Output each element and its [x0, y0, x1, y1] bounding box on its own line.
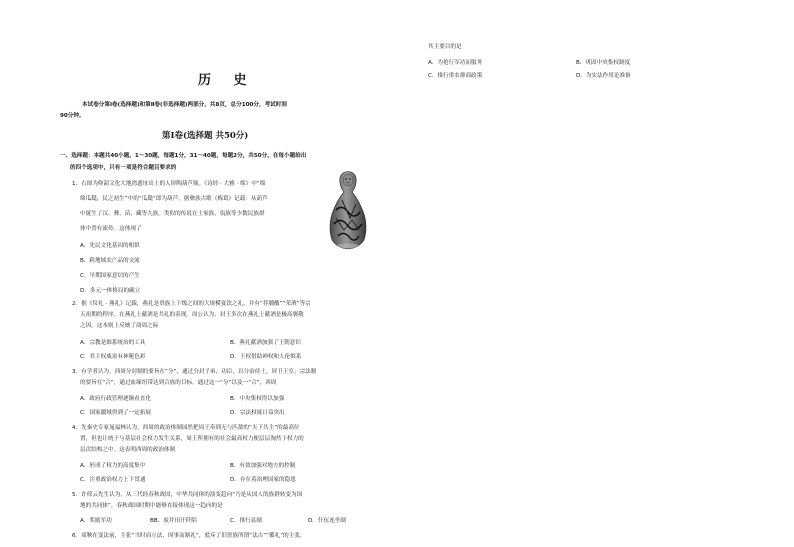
option-text: B．跨地域农产品的交流 [80, 258, 140, 264]
question-6-line: 6．商鞅在变法前，主张“当时而立法，因事而制礼”，驳斥了旧贵族所谓“法古”“循礼”的主张， [72, 533, 306, 539]
option-text: B．巩固中央集权制度 [576, 60, 631, 66]
option-text: C．国家疆域得到了一定拓展 [80, 410, 152, 416]
pottery-gourd-vase-image [326, 170, 370, 250]
question-1-line: 绵瓜瓞，民之初生”中的“瓜瓞”即为葫芦。据彝族古歌《梅葛》记载：从葫芦 [80, 196, 268, 202]
option-text: D．为实法作用论准备 [576, 73, 631, 79]
question-2-line: 天祖期的程序。在燕礼上献酒是共礼的表现。周公认为，封王多次在燕礼上献酒是极高褒敬 [80, 312, 304, 318]
option-text: A．奖励军功 [80, 518, 112, 524]
question-4-line: 层次结构之中。这表明西周的政治体制 [80, 447, 176, 453]
option-text: D．王权借助神权和人伦维系 [230, 354, 302, 360]
option-text: A．为抢行军功而服务 [428, 60, 483, 66]
option-text: C．推行重农抑商政策 [428, 73, 483, 79]
question-4-line: 置，但也让统于与基层社会权力发生关系，周王所拥有的社会最高权力便层层淘然于权力的 [80, 436, 304, 442]
question-40-stem: 其主要目的是 [428, 44, 462, 50]
page-title: 历 史 [198, 73, 256, 88]
section-instruction: 的四个选项中，只有一项是符合题目要求的 [70, 165, 177, 171]
option-text: D．宗法权威日益突出 [230, 410, 285, 416]
option-text: C．注重政治权力上下贯通 [80, 477, 146, 483]
option-text: C．君主权威富有神秘色彩 [80, 354, 146, 360]
option-text: B．中央集权得以加强 [230, 396, 285, 402]
question-5-line: 地的共同体”。春秋战国时期中能够直接体现这一趋向的是 [80, 503, 223, 509]
option-text: B．有效加强对地方的控制 [230, 463, 296, 469]
section-title: 第Ⅰ卷(选择题 共50分) [162, 131, 249, 141]
option-text: A．先民文化基因的相似 [80, 243, 140, 249]
option-text: D．存在着治理国家的隐患 [230, 477, 296, 483]
question-2-line: 之因。这本则上反映了商周之际 [80, 323, 159, 329]
option-text: A．政府行政管理逐渐看直化 [80, 396, 151, 402]
question-2-line: 2．据《仪礼 · 燕礼》记载，燕礼是贵族上下级之间的大规模宴饮之礼，并有“荐脯醢”“荣酒”等宗 [72, 301, 311, 307]
option-text: D．什伍连坐制 [308, 518, 346, 524]
option-text: C．推行县制 [230, 518, 262, 524]
question-1-line: 1．右图为仰韶文化大地湾遗址出土的人形陶葫芦瓶。《诗经 · 大雅 · 绵》中“绵 [72, 181, 266, 187]
exam-intro: 90分钟。 [60, 113, 85, 119]
question-1-line: 体中普有流传。这体现了 [80, 226, 142, 232]
option-text: C．早期国家意识的产生 [80, 273, 140, 279]
question-1-line: 中诞生了汉、彝、苗、藏等九族。类似的传说在土家族、佤族等少数民族群 [80, 211, 265, 217]
question-4-line: 4．先秦史专家晁福林认为，西周的政治体制园然把周王奉到无与匹敌的“天下共主”的最高位 [72, 425, 300, 431]
question-3-line: 3．有学者认为，西周分封制的要旨在“分”，通过分封子弟、功臣，以分治待土，屏卫王室；宗法制 [72, 369, 317, 375]
option-text: A．宗教是维系统治的工具 [80, 340, 146, 346]
section-instruction: 一、选择题：本题共40小题，1～30题，每题1分，31～40题，每题2分，共50分。在每小题给出 [60, 153, 307, 159]
question-3-line: 的要旨在“合”，通过血缘纽带达到合族的目标。通过这一“分”以及一“合”，西周 [80, 380, 277, 386]
option-text: BB．废井田开阡陌 [150, 518, 197, 524]
option-text: B．燕礼献酒加强了王朝意识 [230, 340, 301, 346]
option-text: A．形成了权力的高度集中 [80, 463, 146, 469]
question-5-line: 5．许倬云先生认为，从三代经春秋战国，中华共同体的演变趋向“乃是从国人的族群转变为国 [72, 492, 303, 498]
option-text: D．多元一体格局的确立 [80, 288, 141, 294]
exam-intro: 本试卷分第Ⅰ卷(选择题)和第Ⅱ卷(非选择题)两部分，共8页，总分100分，考试时间 [82, 102, 287, 108]
